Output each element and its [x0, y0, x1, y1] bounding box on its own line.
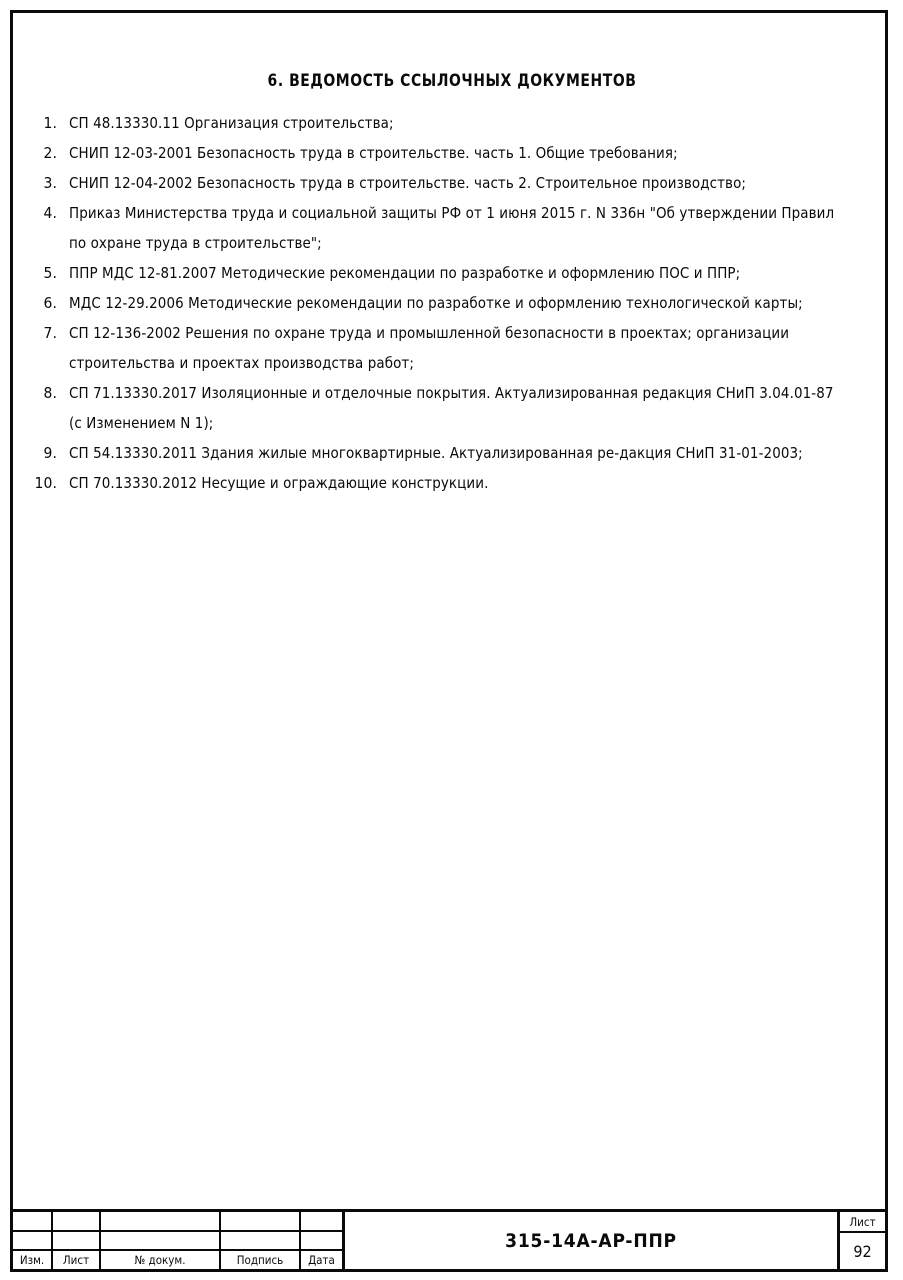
revision-cell-doc — [101, 1212, 221, 1230]
list-item-text: МДС 12-29.2006 Методические рекомендации по разработке и оформлению технологической карты; — [69, 294, 803, 312]
list-item-number: 7. — [43, 324, 57, 342]
list-item — [27, 288, 877, 318]
list-item-text: СП 70.13330.2012 Несущие и ограждающие конструкции. — [69, 474, 489, 492]
title-block-revision-table — [13, 1209, 345, 1269]
list-item-number: 8. — [43, 384, 57, 402]
column-header-sign: Подпись — [221, 1251, 301, 1269]
list-item — [27, 468, 877, 498]
list-item-number: 4. — [43, 204, 57, 222]
list-item — [27, 168, 877, 198]
list-item — [27, 378, 877, 438]
list-item-text: СНИП 12-04-2002 Безопасность труда в строительстве. часть 2. Строительное производство; — [69, 174, 747, 192]
list-item-text: СП 54.13330.2011 Здания жилые многоквартирные. Актуализированная ре-дакция СНиП 31-01-2003; — [69, 444, 803, 462]
table-row — [13, 1212, 342, 1230]
list-item — [27, 438, 877, 468]
revision-cell-izm — [13, 1232, 53, 1250]
document-code: 315-14A-AP-ППР — [505, 1229, 677, 1252]
page-title: 6. ВЕДОМОСТЬ ССЫЛОЧНЫХ ДОКУМЕНТОВ — [267, 71, 637, 90]
column-header-list: Лист — [53, 1251, 101, 1269]
list-item — [27, 108, 877, 138]
sheet-label: Лист — [840, 1212, 885, 1233]
revision-cell-date — [301, 1212, 342, 1230]
list-item-number: 3. — [43, 174, 57, 192]
column-header-izm: Изм. — [13, 1251, 53, 1269]
table-header-row — [13, 1249, 342, 1269]
revision-cell-list — [53, 1212, 101, 1230]
list-item-text: ППР МДС 12-81.2007 Методические рекомендации по разработке и оформлению ПОС и ППР; — [69, 264, 741, 282]
list-item-text: СП 48.13330.11 Организация строительства; — [69, 114, 394, 132]
title-block — [13, 1209, 885, 1269]
title-block-code-area — [345, 1209, 840, 1269]
list-item — [27, 138, 877, 168]
revision-cell-izm — [13, 1212, 53, 1230]
list-item-text: СП 12-136-2002 Решения по охране труда и промышленной безопасности в проектах; организации строительства и проектах производства работ; — [69, 324, 790, 372]
list-item-number: 2. — [43, 144, 57, 162]
list-item-number: 5. — [43, 264, 57, 282]
list-item-number: 9. — [43, 444, 57, 462]
list-item — [27, 318, 877, 378]
list-item-text: Приказ Министерства труда и социальной защиты РФ от 1 июня 2015 г. N 336н "Об утверждении Правил по охране труда в строительстве"; — [69, 204, 835, 252]
revision-cell-list — [53, 1232, 101, 1250]
column-header-doc: № докум. — [101, 1251, 221, 1269]
list-item — [27, 258, 877, 288]
list-item-number: 1. — [43, 114, 57, 132]
list-item-number: 10. — [34, 474, 57, 492]
page-frame — [10, 10, 888, 1272]
revision-cell-doc — [101, 1232, 221, 1250]
revision-cell-sign — [221, 1212, 301, 1230]
title-block-sheet-area — [840, 1209, 885, 1269]
list-item-text: СП 71.13330.2017 Изоляционные и отделочные покрытия. Актуализированная редакция СНиП 3.04.01-87 (с Изменением N 1); — [69, 384, 834, 432]
column-header-date: Дата — [308, 1253, 335, 1268]
revision-cell-date — [301, 1232, 342, 1250]
list-item-number: 6. — [43, 294, 57, 312]
table-row — [13, 1230, 342, 1250]
revision-cell-sign — [221, 1232, 301, 1250]
sheet-number: 92 — [853, 1241, 872, 1261]
list-item-text: СНИП 12-03-2001 Безопасность труда в строительстве. часть 1. Общие требования; — [69, 144, 678, 162]
list-item — [27, 198, 877, 258]
document-body — [27, 71, 877, 498]
reference-documents-list — [27, 108, 877, 498]
